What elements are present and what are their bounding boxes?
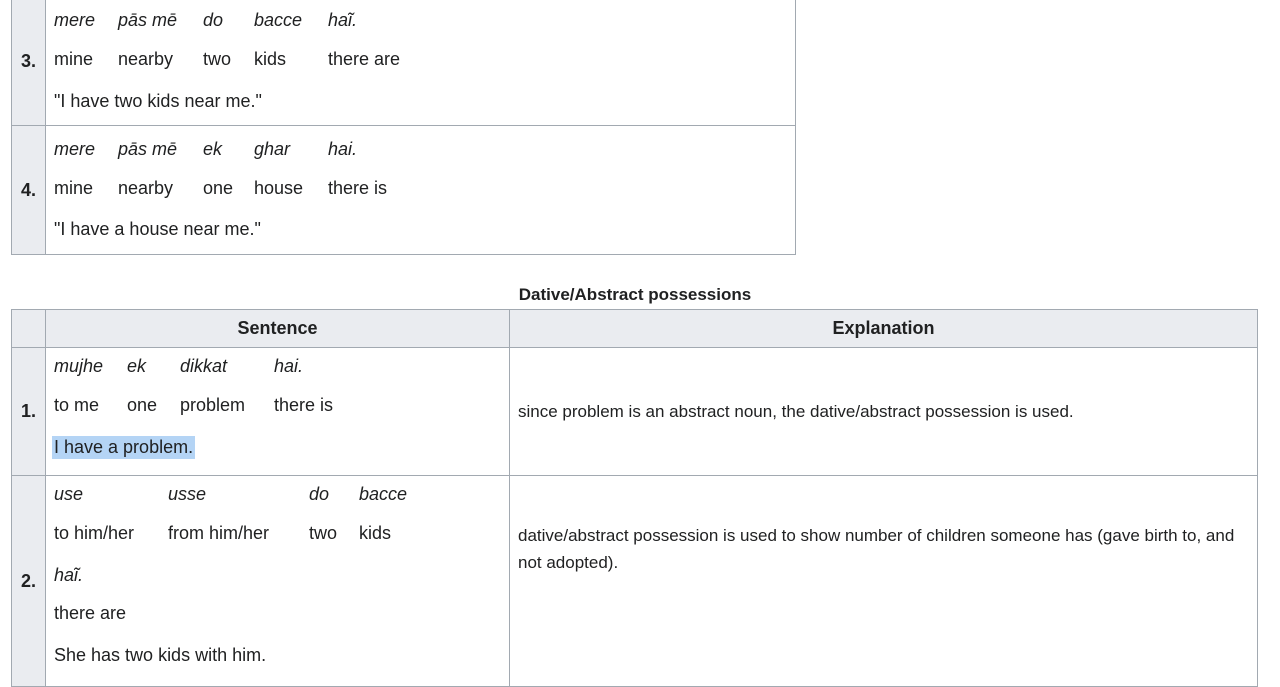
translation-line [54, 437, 195, 458]
source-word: mere [54, 139, 96, 159]
source-word: ek [203, 139, 223, 159]
source-word: mere [54, 10, 96, 30]
gloss-word: there is [328, 178, 388, 198]
translation-line: "I have a house near me." [54, 219, 261, 239]
gloss-word: two [309, 523, 338, 543]
source-word: bacce [254, 10, 303, 30]
interlinear-gloss [46, 348, 509, 475]
table-caption: Dative/Abstract possessions [518, 285, 752, 304]
dative-possession-table [11, 309, 1258, 687]
source-word: use [54, 484, 84, 504]
gloss-word: nearby [118, 49, 174, 69]
gloss-word: from him/her [168, 523, 270, 543]
sentence-header: Sentence [46, 310, 510, 348]
gloss-word: mine [54, 49, 94, 69]
explanation-header: Explanation [510, 310, 1258, 348]
gloss-cell [46, 476, 510, 687]
gloss-word: nearby [118, 178, 174, 198]
source-word: usse [168, 484, 207, 504]
header-row [12, 310, 1258, 348]
possession-table-1 [11, 0, 796, 255]
source-word: ek [127, 356, 147, 376]
row-number: 4. [12, 126, 46, 255]
gloss-word: two [203, 49, 232, 69]
gloss-word: there are [328, 49, 401, 69]
interlinear-gloss [46, 126, 795, 254]
gloss-cell [46, 0, 796, 126]
row-number: 2. [12, 476, 46, 687]
interlinear-gloss [46, 0, 795, 125]
gloss-word: problem [180, 395, 246, 415]
table-row [12, 476, 1258, 687]
interlinear-gloss [46, 476, 509, 686]
table-row [12, 0, 796, 126]
source-word: pās mē [118, 10, 178, 30]
gloss-word: to him/her [54, 523, 135, 543]
gloss-word: house [254, 178, 304, 198]
source-word: haĩ. [328, 10, 358, 30]
gloss-line: there are [54, 603, 127, 623]
gloss-word: kids [359, 523, 392, 543]
source-word: ghar [254, 139, 291, 159]
source-word: dikkat [180, 356, 228, 376]
source-word: mujhe [54, 356, 104, 376]
source-word: pās mē [118, 139, 178, 159]
gloss-word: kids [254, 49, 287, 69]
explanation-cell: dative/abstract possession is used to show number of children someone has (gave birth to, and not adopted). [510, 476, 1258, 687]
source-word: do [309, 484, 330, 504]
gloss-word: there is [274, 395, 334, 415]
gloss-cell [46, 348, 510, 476]
gloss-word: one [203, 178, 234, 198]
translation-line: She has two kids with him. [54, 645, 267, 665]
source-word: bacce [359, 484, 408, 504]
source-word: hai. [274, 356, 304, 376]
table-row [12, 126, 796, 255]
translation-line: "I have two kids near me." [54, 91, 262, 111]
gloss-cell [46, 126, 796, 255]
row-number: 3. [12, 0, 46, 126]
explanation-cell: since problem is an abstract noun, the dative/abstract possession is used. [510, 348, 1258, 476]
source-word: hai. [328, 139, 358, 159]
source-word: do [203, 10, 224, 30]
gloss-word: mine [54, 178, 94, 198]
row-number: 1. [12, 348, 46, 476]
table-row [12, 348, 1258, 476]
selected-translation[interactable]: I have a problem. [54, 437, 194, 457]
gloss-word: one [127, 395, 158, 415]
gloss-word: to me [54, 395, 100, 415]
number-header [12, 310, 46, 348]
source-line: haĩ. [54, 565, 84, 585]
